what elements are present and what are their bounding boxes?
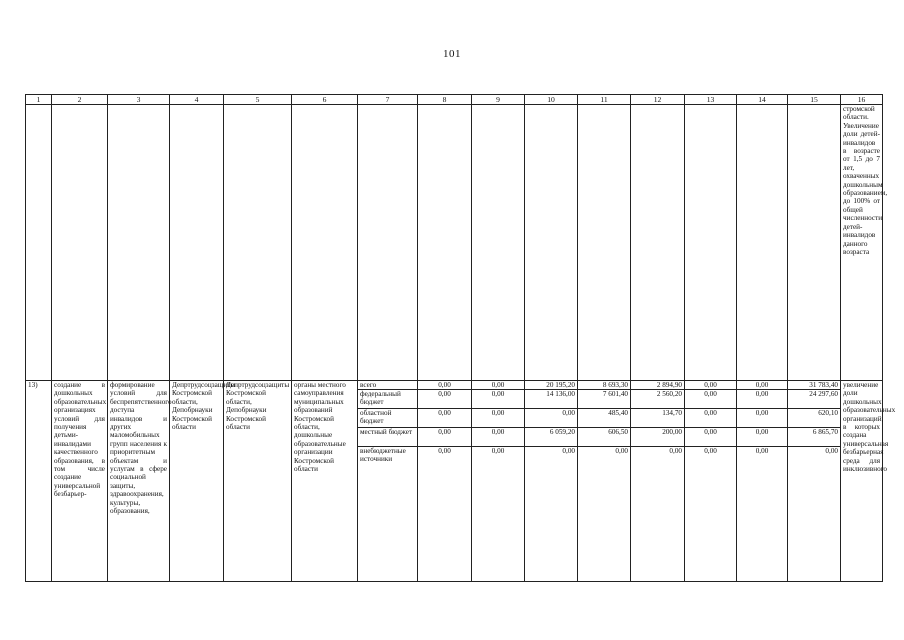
value-cell: 0,00 xyxy=(685,381,736,390)
header-cell: 14 xyxy=(737,95,788,105)
value-cell: 0,00 xyxy=(685,409,736,428)
page-number: 101 xyxy=(443,48,461,60)
table-row xyxy=(26,381,883,582)
value-cell: 0,00 xyxy=(525,409,577,428)
value-cell: 0,00 xyxy=(438,447,451,455)
values-col-10 xyxy=(525,381,578,582)
source-total: всего xyxy=(358,381,417,390)
value-cell: 0,00 xyxy=(737,409,787,428)
value-cell: 0,00 xyxy=(704,447,717,455)
value-cell: 7 601,40 xyxy=(578,390,630,409)
header-cell: 5 xyxy=(224,95,292,105)
value-cell: 134,70 xyxy=(631,409,684,428)
value-cell: 6 865,70 xyxy=(788,428,840,447)
responsible-executor: Депртрудсоцзащиты Костромской области, Депобрнауки Костромской области xyxy=(170,381,224,582)
measure-name: создание в дошкольных образовательных организациях условий для получения детьми-инвалидами качественного образования, в том числе создание универсальной безбарьер- xyxy=(52,381,108,582)
source-extrabudget: внебюджетные источники xyxy=(360,447,406,464)
values-col-11 xyxy=(578,381,631,582)
header-cell: 11 xyxy=(578,95,631,105)
header-cell: 7 xyxy=(358,95,418,105)
value-cell: 606,50 xyxy=(578,428,630,447)
value-cell: 14 136,00 xyxy=(525,390,577,409)
values-col-14 xyxy=(737,381,788,582)
value-cell: 0,00 xyxy=(472,409,524,428)
values-col-12 xyxy=(631,381,685,582)
value-cell: 2 894,90 xyxy=(631,381,684,390)
value-cell: 31 783,40 xyxy=(788,381,840,390)
value-cell: 0,00 xyxy=(472,381,524,390)
result-continuation: стромской области. Увеличение доли детей-инвалидов в возрасте от 1,5 до 7 лет, охваченных дошкольным образованием, до 100% от общей численности детей-инвалидов данного возраста xyxy=(841,105,883,381)
value-cell: 485,40 xyxy=(578,409,630,428)
value-cell: 0,00 xyxy=(418,428,471,447)
header-cell: 9 xyxy=(472,95,525,105)
value-cell: 8 693,30 xyxy=(578,381,630,390)
header-cell: 10 xyxy=(525,95,578,105)
source-regional: областной бюджет xyxy=(358,409,417,428)
value-cell: 6 059,20 xyxy=(525,428,577,447)
value-cell: 0,00 xyxy=(737,428,787,447)
header-cell: 1 xyxy=(26,95,52,105)
header-cell: 15 xyxy=(788,95,841,105)
value-cell: 0,00 xyxy=(418,409,471,428)
measure-goal: формирование условий для беспрепятственного доступа инвалидов и других маломобильных групп населения к приоритетным объектам и услугам в сфере социальной защиты, здравоохранения, культуры, образования, xyxy=(108,381,170,582)
funding-sources xyxy=(358,381,418,582)
value-cell: 0,00 xyxy=(685,390,736,409)
expected-result: увеличение доли дошкольных образовательных организаций, в которых создана универсальная безбарьерная среда для инклюзивного xyxy=(841,381,883,582)
header-cell: 4 xyxy=(170,95,224,105)
value-cell: 0,00 xyxy=(825,447,838,455)
header-cell: 3 xyxy=(108,95,170,105)
source-local: местный бюджет xyxy=(358,428,417,447)
value-cell: 0,00 xyxy=(562,447,575,455)
values-col-15-total xyxy=(788,381,841,582)
header-cell: 13 xyxy=(685,95,737,105)
value-cell: 0,00 xyxy=(472,428,524,447)
value-cell: 0,00 xyxy=(491,447,505,455)
continuation-row xyxy=(26,105,883,381)
budget-table xyxy=(25,94,896,582)
value-cell: 620,10 xyxy=(788,409,840,428)
value-cell: 200,00 xyxy=(631,428,684,447)
value-cell: 0,00 xyxy=(685,428,736,447)
values-col-9 xyxy=(472,381,525,582)
header-cell: 12 xyxy=(631,95,685,105)
value-cell: 2 560,20 xyxy=(631,390,684,409)
value-cell: 0,00 xyxy=(755,447,769,455)
values-col-8 xyxy=(418,381,472,582)
value-cell: 0,00 xyxy=(418,390,471,409)
value-cell: 0,00 xyxy=(418,381,471,390)
header-cell: 6 xyxy=(292,95,358,105)
value-cell: 0,00 xyxy=(737,390,787,409)
participants: органы местного самоуправления муниципальных образований Костромской области, дошкольные образовательные организации Костромской области xyxy=(292,381,358,582)
header-cell: 16 xyxy=(841,95,883,105)
value-cell: 0,00 xyxy=(615,447,628,455)
value-cell: 0,00 xyxy=(669,447,682,455)
header-cell: 2 xyxy=(52,95,108,105)
value-cell: 0,00 xyxy=(737,381,787,390)
value-cell: 24 297,60 xyxy=(788,390,840,409)
row-number: 13) xyxy=(26,381,52,582)
co-executor: Депртрудсоцзащиты Костромской области, Депобрнауки Костромской области xyxy=(224,381,292,582)
header-cell: 8 xyxy=(418,95,472,105)
value-cell: 20 195,20 xyxy=(525,381,577,390)
value-cell: 0,00 xyxy=(472,390,524,409)
values-col-13 xyxy=(685,381,737,582)
header-row xyxy=(26,95,883,105)
source-federal: федеральный бюджет xyxy=(358,390,417,409)
